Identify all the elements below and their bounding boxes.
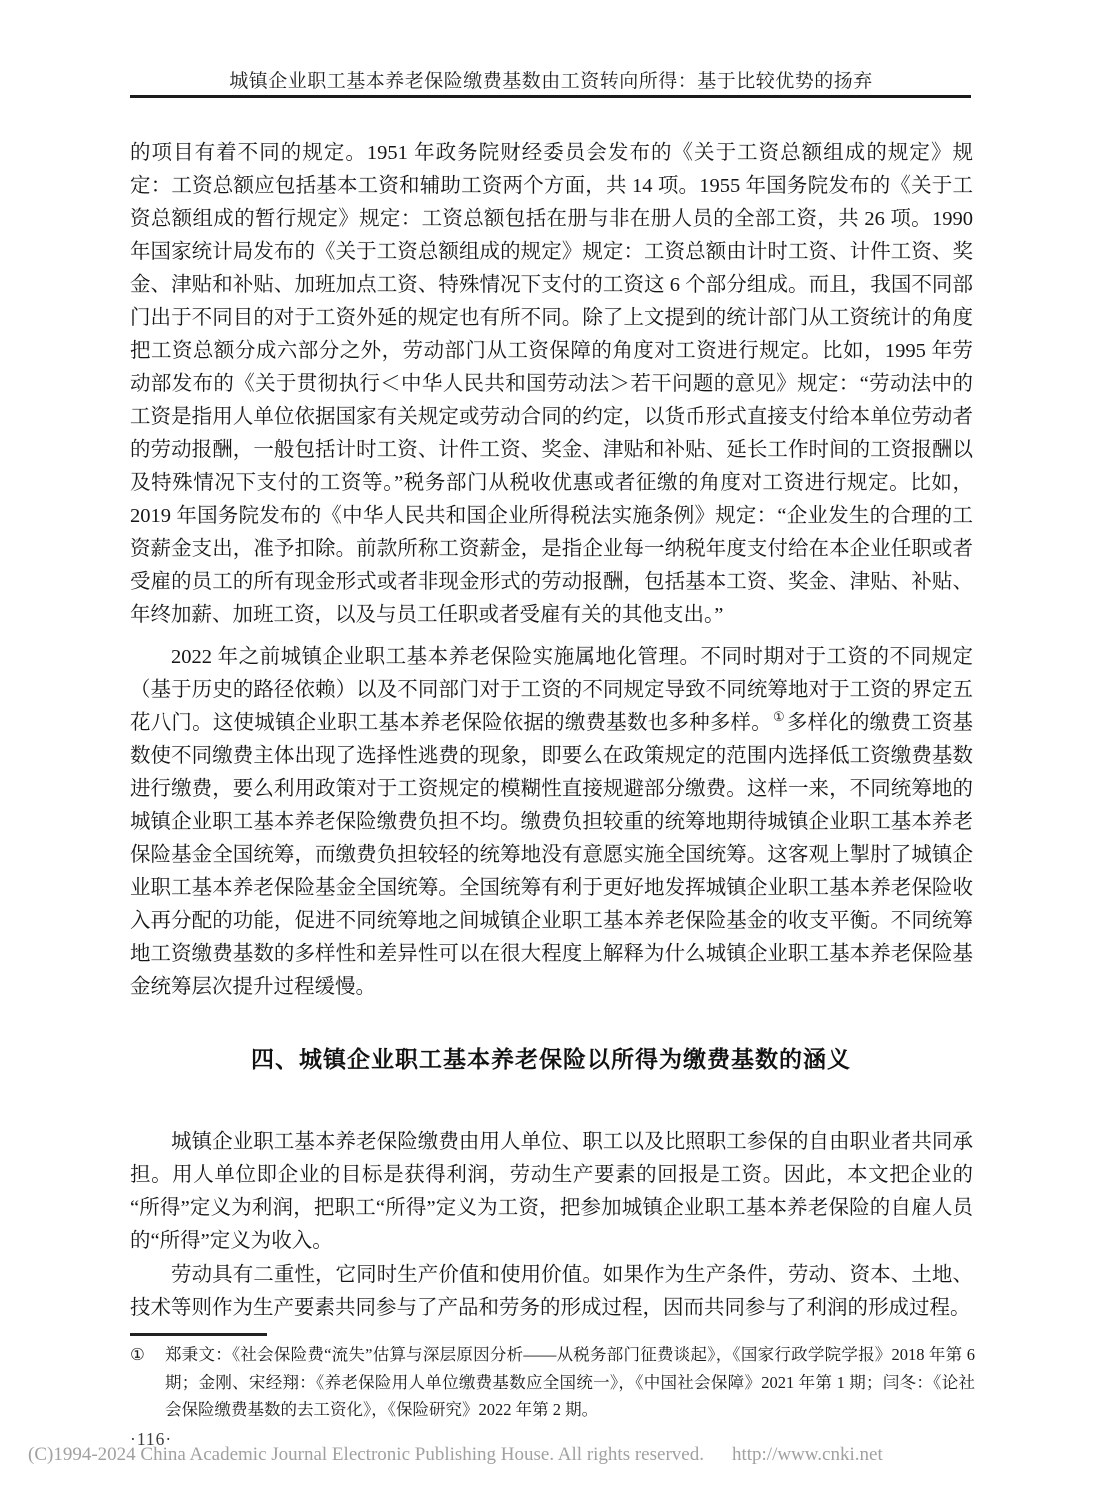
body-paragraph-1: 的项目有着不同的规定。1951 年政务院财经委员会发布的《关于工资总额组成的规定》规定：工资总额应包括基本工资和辅助工资两个方面，共 14 项。1955 年国务院发布的《关于工资总额组成的暂行规定》规定：工资总额包括在册与非在册人员的全部工资，共 26 项。1990 年国家统计局发布的《关于工资总额组成的规定》规定：工资总额由计时工资、计件工资、奖金、津贴和补贴、加班加点工资、特殊情况下支付的工资这 6 个部分组成。而且，我国不同部门出于不同目的对于工资外延的规定也有所不同。除了上文提到的统计部门从工资统计的角度把工资总额分成六部分之外，劳动部门从工资保障的角度对工资进行规定。比如，1995 年劳动部发布的《关于贯彻执行＜中华人民共和国劳动法＞若干问题的意见》规定：“劳动法中的工资是指用人单位依据国家有关规定或劳动合同的约定，以货币形式直接支付给本单位劳动者的劳动报酬，一般包括计时工资、计件工资、奖金、津贴和补贴、延长工作时间的工资报酬以及特殊情况下支付的工资等。”税务部门从税收优惠或者征缴的角度对工资进行规定。比如，2019 年国务院发布的《中华人民共和国企业所得税法实施条例》规定：“企业发生的合理的工资薪金支出，准予扣除。前款所称工资薪金，是指企业每一纳税年度支付给在本企业任职或者受雇的员工的所有现金形式或者非现金形式的劳动报酬，包括基本工资、奖金、津贴、补贴、年终加薪、加班工资，以及与员工任职或者受雇有关的其他支出。” [130,142,973,626]
cnki-url-text: http://www.cnki.net [731,1444,883,1465]
footnote [130,1341,975,1424]
footnote-text: 郑秉文：《社会保险费“流失”估算与深层原因分析——从税务部门征费谈起》，《国家行政学院学报》2018 年第 6 期；金刚、宋经翔：《养老保险用人单位缴费基数应全国统一》，《中国社会保障》2021 年第 1 期；闫冬：《论社会保险缴费基数的去工资化》，《保险研究》2022 年第 2 期。 [165,1345,975,1419]
header-divider-line [130,95,971,98]
paragraph-2-text-after: 多样化的缴费工资基数使不同缴费主体出现了选择性逃费的现象，即要么在政策规定的范围内选择低工资缴费基数进行缴费，要么利用政策对于工资规定的模糊性直接规避部分缴费。这样一来，不同统筹地的城镇企业职工基本养老保险缴费负担不均。缴费负担较重的统筹地期待城镇企业职工基本养老保险基金全国统筹，而缴费负担较轻的统筹地没有意愿实施全国统筹。这客观上掣肘了城镇企业职工基本养老保险基金全国统筹。全国统筹有利于更好地发挥城镇企业职工基本养老保险收入再分配的功能，促进不同统筹地之间城镇企业职工基本养老保险基金的收支平衡。不同统筹地工资缴费基数的多样性和差异性可以在很大程度上解释为什么城镇企业职工基本养老保险基金统筹层次提升过程缓慢。 [130,712,974,998]
copyright-text: (C)1994-2024 China Academic Journal Electronic Publishing House. All rights reserved. [28,1444,704,1465]
paragraph-2-text-before: 2022 年之前城镇企业职工基本养老保险实施属地化管理。不同时期对于工资的不同规定（基于历史的路径依赖）以及不同部门对于工资的不同规定导致不同统筹地对于工资的界定五花八门。这使城镇企业职工基本养老保险依据的缴费基数也多种多样。 [130,646,973,734]
footnote-divider-line [130,1333,267,1336]
running-header-title: 城镇企业职工基本养老保险缴费基数由工资转向所得：基于比较优势的扬弃 [229,71,873,92]
copyright-watermark [28,1444,1088,1466]
page-number: ·116· [130,1429,173,1449]
section-heading: 四、城镇企业职工基本养老保险以所得为缴费基数的涵义 [251,1047,851,1072]
body-paragraph-4: 劳动具有二重性，它同时生产价值和使用价值。如果作为生产条件，劳动、资本、土地、技术等则作为生产要素共同参与了产品和劳务的形成过程，因而共同参与了利润的形成过程。 [130,1264,973,1319]
footnote-reference-marker: ① [772,709,785,725]
body-paragraph-3: 城镇企业职工基本养老保险缴费由用人单位、职工以及比照职工参保的自由职业者共同承担。用人单位即企业的目标是获得利润，劳动生产要素的回报是工资。因此，本文把企业的“所得”定义为利润，把职工“所得”定义为工资，把参加城镇企业职工基本养老保险的自雇人员的“所得”定义为收入。 [130,1131,973,1252]
footnote-marker: ① [130,1345,145,1364]
body-paragraph-2 [130,641,973,1004]
